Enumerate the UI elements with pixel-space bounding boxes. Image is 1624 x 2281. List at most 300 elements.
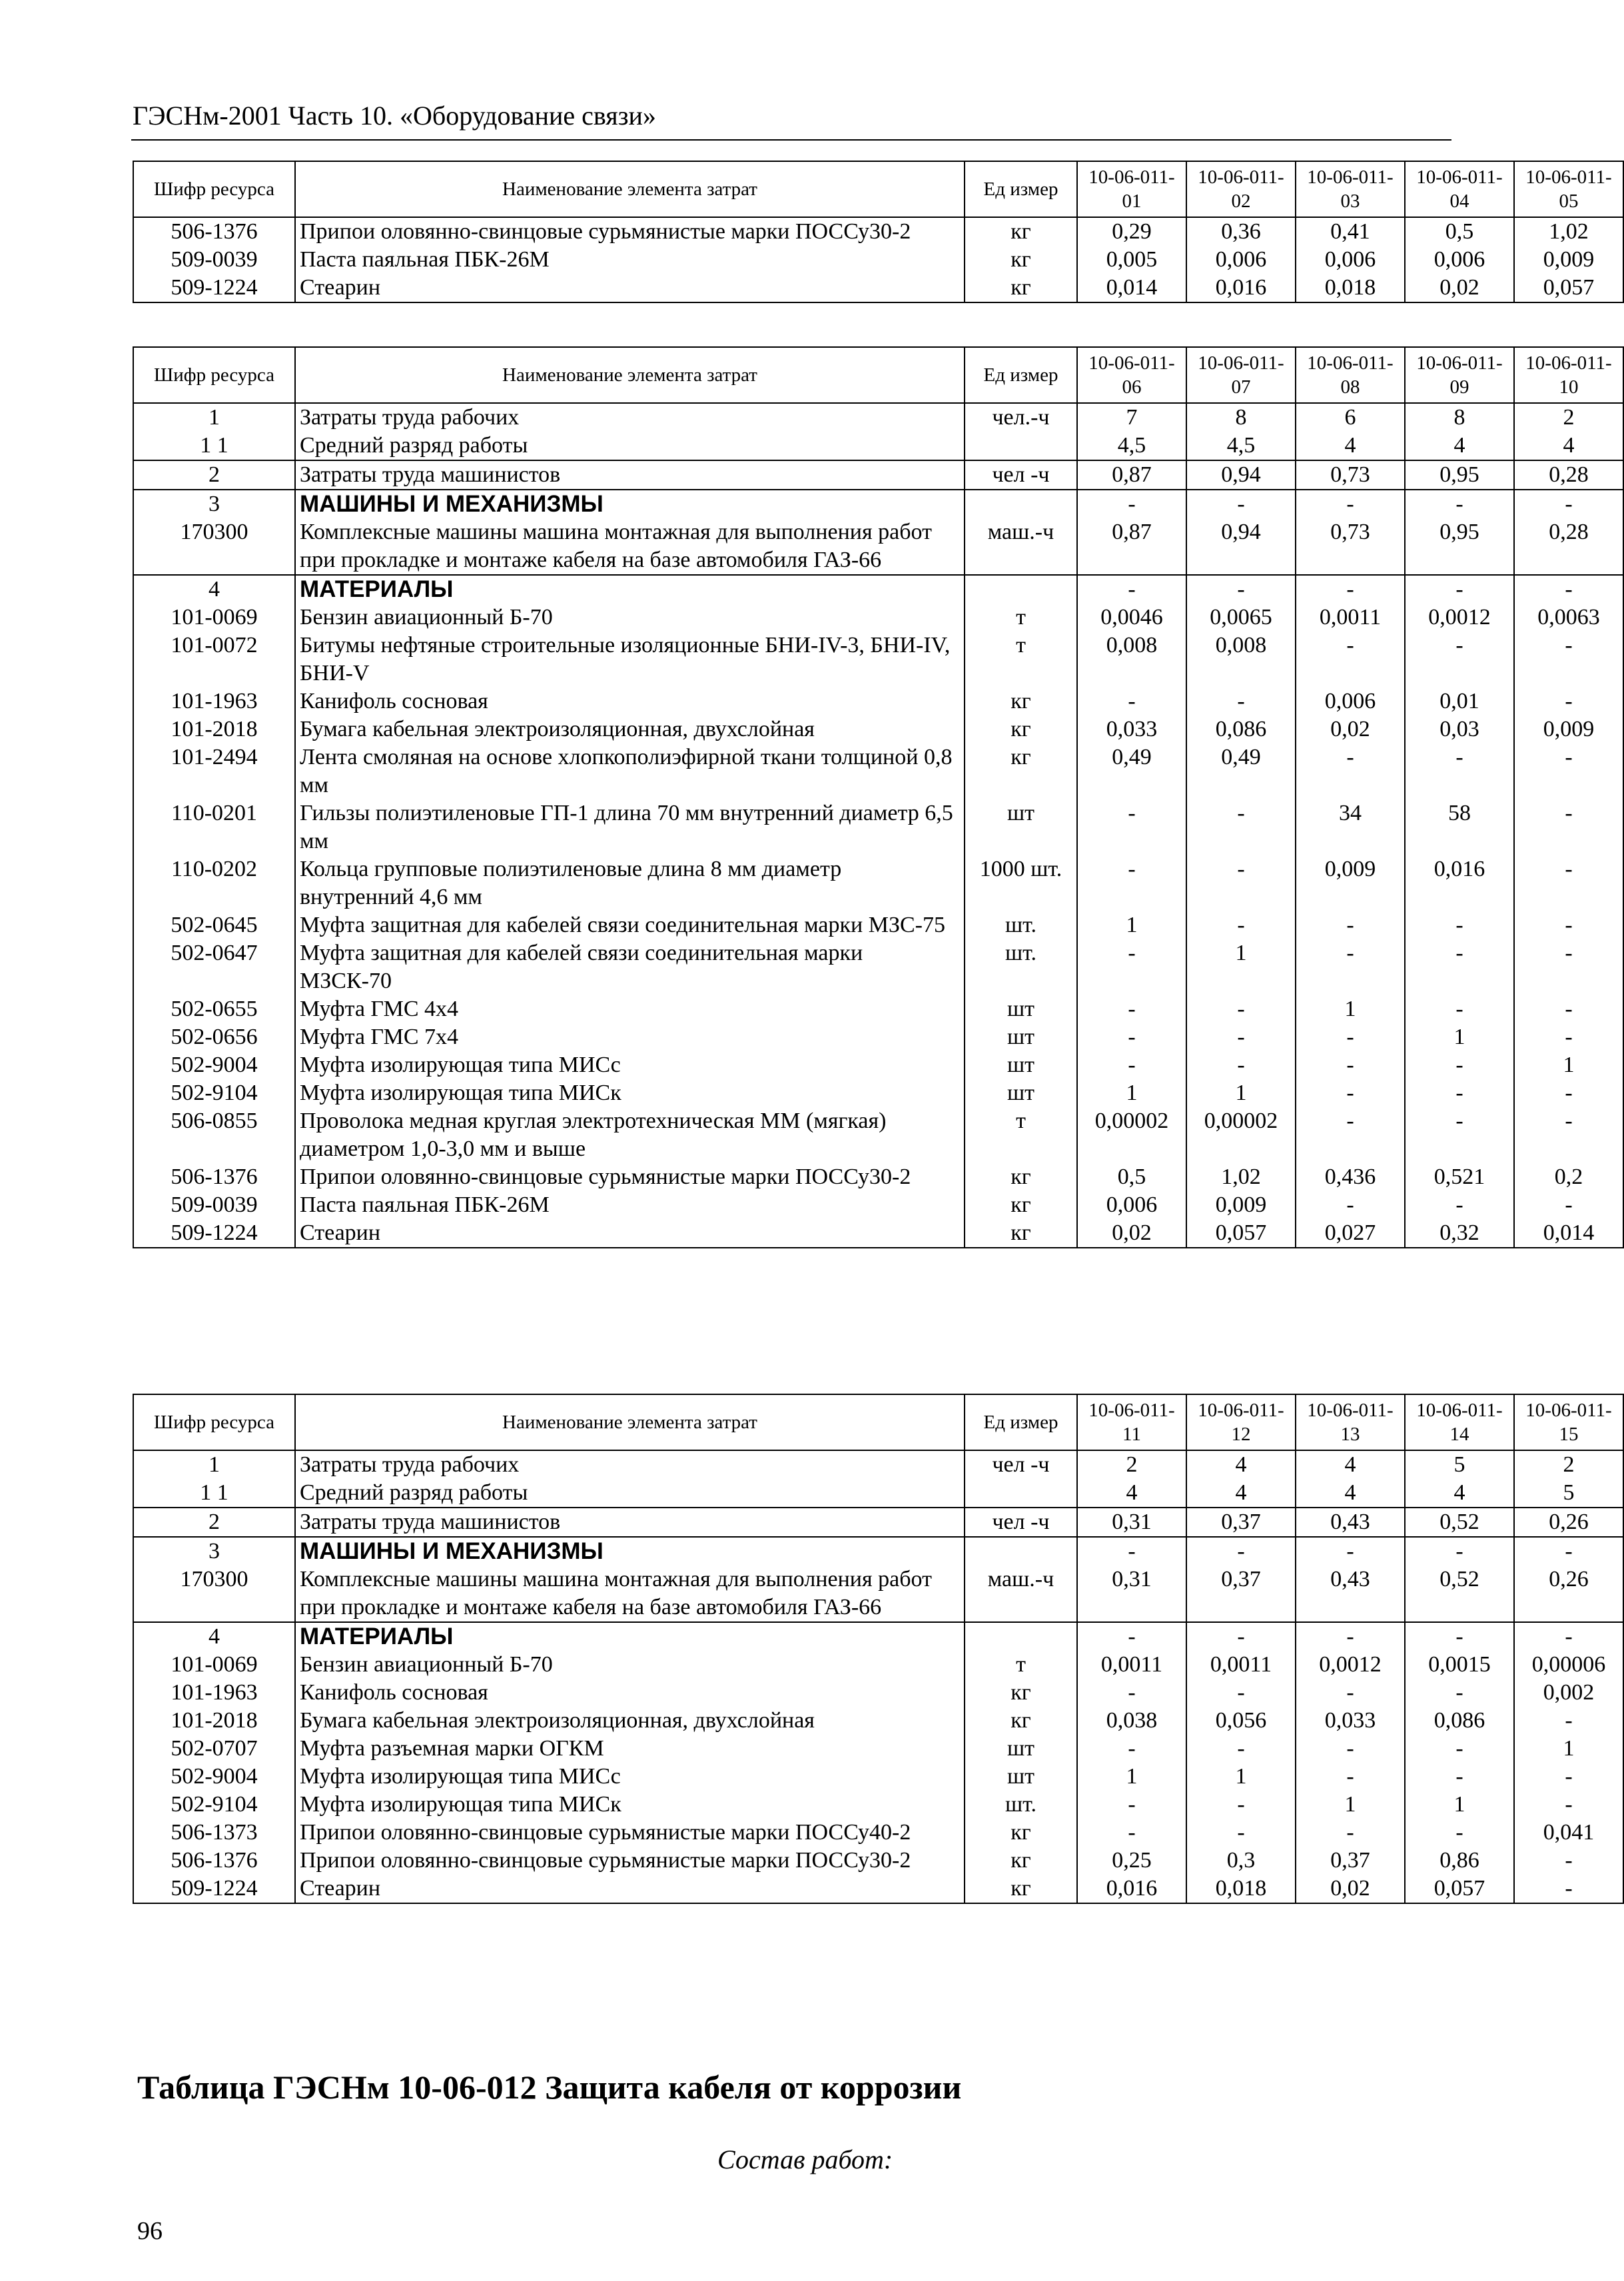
norm-value: - bbox=[1296, 1763, 1405, 1791]
norm-value: - bbox=[1514, 575, 1623, 604]
header-resource-code: Шифр ресурса bbox=[133, 347, 295, 403]
unit bbox=[965, 575, 1077, 604]
norm-value: - bbox=[1514, 1763, 1623, 1791]
norm-value: 1 bbox=[1405, 1023, 1514, 1051]
unit: шт bbox=[965, 1023, 1077, 1051]
section-subtitle: Состав работ: bbox=[717, 2144, 893, 2174]
resource-code: 502-0656 bbox=[133, 1023, 295, 1051]
norm-value: 0,26 bbox=[1514, 1508, 1623, 1537]
table-title: Таблица ГЭСНм 10-06-012 Защита кабеля от коррозии bbox=[137, 2068, 962, 2106]
header-norm-code: 10-06-011-05 bbox=[1514, 161, 1623, 217]
resource-code: 502-9104 bbox=[133, 1791, 295, 1819]
norm-value: 2 bbox=[1514, 403, 1623, 432]
norm-value: - bbox=[1077, 939, 1186, 995]
norm-value: 4 bbox=[1186, 1450, 1296, 1479]
resource-code: 502-9004 bbox=[133, 1051, 295, 1079]
resource-code: 3 bbox=[133, 490, 295, 518]
unit: кг bbox=[965, 1191, 1077, 1219]
cost-element-name: Затраты труда машинистов bbox=[295, 460, 965, 490]
page-header: ГЭСНм-2001 Часть 10. «Оборудование связи» bbox=[133, 101, 656, 131]
header-norm-code: 10-06-011-13 bbox=[1296, 1394, 1405, 1450]
norm-value: 0,016 bbox=[1405, 855, 1514, 911]
cost-element-name: Бензин авиационный Б-70 bbox=[295, 1651, 965, 1679]
table-row bbox=[133, 632, 1623, 687]
unit bbox=[965, 1479, 1077, 1508]
cost-element-name: Припои оловянно-свинцовые сурьмянистые марки ПОССу40-2 bbox=[295, 1819, 965, 1847]
resource-code: 506-1376 bbox=[133, 1847, 295, 1875]
header-rule bbox=[131, 139, 1451, 141]
table-row bbox=[133, 217, 1623, 246]
resource-code: 101-1963 bbox=[133, 1679, 295, 1707]
unit bbox=[965, 1622, 1077, 1651]
unit: шт bbox=[965, 995, 1077, 1023]
unit: кг bbox=[965, 687, 1077, 715]
cost-element-name: Муфта изолирующая типа МИСс bbox=[295, 1763, 965, 1791]
norm-value: 0,006 bbox=[1405, 246, 1514, 274]
norm-value: - bbox=[1514, 1079, 1623, 1107]
norm-value: 0,5 bbox=[1405, 217, 1514, 246]
norm-value: 0,87 bbox=[1077, 460, 1186, 490]
resource-code: 101-0069 bbox=[133, 604, 295, 632]
norm-value: - bbox=[1186, 1051, 1296, 1079]
norm-value: 7 bbox=[1077, 403, 1186, 432]
norm-value: - bbox=[1077, 995, 1186, 1023]
norm-value: 4 bbox=[1514, 432, 1623, 460]
norm-value: 5 bbox=[1405, 1450, 1514, 1479]
norm-value: - bbox=[1186, 995, 1296, 1023]
table-row bbox=[133, 1679, 1623, 1707]
resource-code: 101-0072 bbox=[133, 632, 295, 687]
norm-value: 4 bbox=[1405, 1479, 1514, 1508]
table-row bbox=[133, 1191, 1623, 1219]
header-cost-element-name: Наименование элемента затрат bbox=[295, 347, 965, 403]
table-row bbox=[133, 1707, 1623, 1735]
norm-value: 1 bbox=[1077, 1079, 1186, 1107]
cost-element-name: МАШИНЫ И МЕХАНИЗМЫ bbox=[295, 490, 965, 518]
norm-value: 0,005 bbox=[1077, 246, 1186, 274]
cost-element-name: МАТЕРИАЛЫ bbox=[295, 1622, 965, 1651]
norm-value: - bbox=[1405, 1763, 1514, 1791]
norm-value: 0,009 bbox=[1296, 855, 1405, 911]
norm-value: 0,49 bbox=[1077, 743, 1186, 799]
unit: шт bbox=[965, 1735, 1077, 1763]
cost-element-name: Муфта ГМС 4х4 bbox=[295, 995, 965, 1023]
table-row bbox=[133, 1537, 1623, 1566]
resource-code: 502-9104 bbox=[133, 1079, 295, 1107]
cost-element-name: Муфта защитная для кабелей связи соединительная марки МЗС-75 bbox=[295, 911, 965, 939]
norm-value: 0,0015 bbox=[1405, 1651, 1514, 1679]
cost-element-name: Муфта разъемная марки ОГКМ bbox=[295, 1735, 965, 1763]
norm-value: - bbox=[1514, 1791, 1623, 1819]
table-row bbox=[133, 1107, 1623, 1163]
unit: шт bbox=[965, 1079, 1077, 1107]
unit: маш.-ч bbox=[965, 1566, 1077, 1622]
unit: кг bbox=[965, 1163, 1077, 1191]
norm-value: - bbox=[1296, 1107, 1405, 1163]
resource-code: 502-0647 bbox=[133, 939, 295, 995]
norm-value: 0,41 bbox=[1296, 217, 1405, 246]
cost-element-name: Муфта изолирующая типа МИСс bbox=[295, 1051, 965, 1079]
resource-table-2 bbox=[133, 346, 1624, 1248]
table-row bbox=[133, 799, 1623, 855]
header-cost-element-name: Наименование элемента затрат bbox=[295, 1394, 965, 1450]
unit: кг bbox=[965, 217, 1077, 246]
table-header-row bbox=[133, 1394, 1623, 1450]
norm-value: - bbox=[1405, 995, 1514, 1023]
table-row bbox=[133, 911, 1623, 939]
norm-value: - bbox=[1077, 1622, 1186, 1651]
norm-value: 0,0011 bbox=[1296, 604, 1405, 632]
norm-value: 0,03 bbox=[1405, 715, 1514, 743]
resource-code: 502-9004 bbox=[133, 1763, 295, 1791]
norm-value: 2 bbox=[1514, 1450, 1623, 1479]
norm-value: 0,32 bbox=[1405, 1219, 1514, 1248]
resource-code: 509-0039 bbox=[133, 246, 295, 274]
unit: кг bbox=[965, 246, 1077, 274]
unit: шт. bbox=[965, 911, 1077, 939]
cost-element-name: Канифоль сосновая bbox=[295, 1679, 965, 1707]
unit: кг bbox=[965, 715, 1077, 743]
resource-code: 4 bbox=[133, 1622, 295, 1651]
norm-value: 0,29 bbox=[1077, 217, 1186, 246]
norm-value: 0,009 bbox=[1186, 1191, 1296, 1219]
resource-code: 3 bbox=[133, 1537, 295, 1566]
resource-code: 506-0855 bbox=[133, 1107, 295, 1163]
unit: кг bbox=[965, 1679, 1077, 1707]
cost-element-name: Затраты труда машинистов bbox=[295, 1508, 965, 1537]
table-row bbox=[133, 432, 1623, 460]
norm-value: - bbox=[1514, 799, 1623, 855]
table-row bbox=[133, 403, 1623, 432]
resource-code: 1 1 bbox=[133, 432, 295, 460]
unit bbox=[965, 1537, 1077, 1566]
norm-value: 0,009 bbox=[1514, 715, 1623, 743]
norm-value: 0,006 bbox=[1296, 687, 1405, 715]
norm-value: - bbox=[1405, 743, 1514, 799]
norm-value: - bbox=[1296, 1023, 1405, 1051]
norm-value: - bbox=[1077, 1051, 1186, 1079]
resource-code: 1 bbox=[133, 403, 295, 432]
header-norm-code: 10-06-011-09 bbox=[1405, 347, 1514, 403]
norm-value: 1 bbox=[1514, 1051, 1623, 1079]
unit: чел.-ч bbox=[965, 403, 1077, 432]
unit bbox=[965, 490, 1077, 518]
norm-value: - bbox=[1186, 1023, 1296, 1051]
norm-value: 0,009 bbox=[1514, 246, 1623, 274]
header-norm-code: 10-06-011-04 bbox=[1405, 161, 1514, 217]
norm-value: - bbox=[1186, 911, 1296, 939]
unit: кг bbox=[965, 1847, 1077, 1875]
norm-value: - bbox=[1186, 855, 1296, 911]
norm-value: - bbox=[1296, 632, 1405, 687]
norm-value: 0,37 bbox=[1186, 1566, 1296, 1622]
table-row bbox=[133, 1163, 1623, 1191]
norm-value: - bbox=[1514, 1107, 1623, 1163]
norm-value: - bbox=[1077, 1819, 1186, 1847]
resource-code: 502-0655 bbox=[133, 995, 295, 1023]
norm-value: 0,016 bbox=[1186, 274, 1296, 302]
norm-value: 0,436 bbox=[1296, 1163, 1405, 1191]
cost-element-name: Гильзы полиэтиленовые ГП-1 длина 70 мм внутренний диаметр 6,5 мм bbox=[295, 799, 965, 855]
header-unit: Ед измер bbox=[965, 347, 1077, 403]
table-row bbox=[133, 1508, 1623, 1537]
norm-value: - bbox=[1077, 687, 1186, 715]
cost-element-name: Припои оловянно-свинцовые сурьмянистые марки ПОССу30-2 bbox=[295, 217, 965, 246]
cost-element-name: Припои оловянно-свинцовые сурьмянистые марки ПОССу30-2 bbox=[295, 1163, 965, 1191]
header-norm-code: 10-06-011-14 bbox=[1405, 1394, 1514, 1450]
norm-value: 8 bbox=[1405, 403, 1514, 432]
cost-element-name: Муфта изолирующая типа МИСк bbox=[295, 1079, 965, 1107]
norm-value: 0,008 bbox=[1186, 632, 1296, 687]
table-row bbox=[133, 1450, 1623, 1479]
norm-value: - bbox=[1296, 939, 1405, 995]
table-row bbox=[133, 490, 1623, 518]
norm-value: 0,52 bbox=[1405, 1566, 1514, 1622]
cost-element-name: Кольца групповые полиэтиленовые длина 8 мм диаметр внутренний 4,6 мм bbox=[295, 855, 965, 911]
norm-value: 0,31 bbox=[1077, 1566, 1186, 1622]
norm-value: - bbox=[1514, 490, 1623, 518]
norm-value: 0,00006 bbox=[1514, 1651, 1623, 1679]
norm-value: 0,014 bbox=[1077, 274, 1186, 302]
norm-value: 0,01 bbox=[1405, 687, 1514, 715]
resource-code: 2 bbox=[133, 460, 295, 490]
norm-value: - bbox=[1405, 632, 1514, 687]
header-norm-code: 10-06-011-07 bbox=[1186, 347, 1296, 403]
norm-value: - bbox=[1296, 1679, 1405, 1707]
norm-value: 0,02 bbox=[1296, 715, 1405, 743]
norm-value: 0,0012 bbox=[1405, 604, 1514, 632]
resource-code: 101-2018 bbox=[133, 1707, 295, 1735]
cost-element-name: МАШИНЫ И МЕХАНИЗМЫ bbox=[295, 1537, 965, 1566]
norm-value: - bbox=[1296, 1622, 1405, 1651]
table-row bbox=[133, 1051, 1623, 1079]
cost-element-name: Комплексные машины машина монтажная для выполнения работ при прокладке и монтаже кабеля на базе автомобиля ГАЗ-66 bbox=[295, 1566, 965, 1622]
norm-value: - bbox=[1405, 911, 1514, 939]
norm-value: - bbox=[1514, 687, 1623, 715]
table-row bbox=[133, 1479, 1623, 1508]
norm-value: 0,086 bbox=[1405, 1707, 1514, 1735]
norm-value: 0,006 bbox=[1296, 246, 1405, 274]
norm-value: 1 bbox=[1186, 1763, 1296, 1791]
unit: т bbox=[965, 632, 1077, 687]
norm-value: 4,5 bbox=[1077, 432, 1186, 460]
norm-value: 1 bbox=[1077, 911, 1186, 939]
norm-value: - bbox=[1514, 1847, 1623, 1875]
norm-value: 0,73 bbox=[1296, 460, 1405, 490]
norm-value: 4 bbox=[1296, 1479, 1405, 1508]
norm-value: 1,02 bbox=[1186, 1163, 1296, 1191]
norm-value: 1 bbox=[1514, 1735, 1623, 1763]
norm-value: 0,018 bbox=[1186, 1875, 1296, 1903]
norm-value: - bbox=[1077, 1679, 1186, 1707]
norm-value: 1,02 bbox=[1514, 217, 1623, 246]
norm-value: - bbox=[1186, 1735, 1296, 1763]
header-norm-code: 10-06-011-15 bbox=[1514, 1394, 1623, 1450]
cost-element-name: Муфта ГМС 7х4 bbox=[295, 1023, 965, 1051]
norm-value: - bbox=[1077, 855, 1186, 911]
resource-code: 502-0645 bbox=[133, 911, 295, 939]
norm-value: - bbox=[1405, 490, 1514, 518]
norm-value: 0,43 bbox=[1296, 1508, 1405, 1537]
norm-value: - bbox=[1405, 1679, 1514, 1707]
norm-value: 0,033 bbox=[1296, 1707, 1405, 1735]
cost-element-name: Битумы нефтяные строительные изоляционные БНИ-IV-3, БНИ-IV, БНИ-V bbox=[295, 632, 965, 687]
header-unit: Ед измер bbox=[965, 1394, 1077, 1450]
resource-code: 4 bbox=[133, 575, 295, 604]
norm-value: - bbox=[1514, 1537, 1623, 1566]
header-norm-code: 10-06-011-02 bbox=[1186, 161, 1296, 217]
norm-value: - bbox=[1405, 1537, 1514, 1566]
norm-value: - bbox=[1514, 1875, 1623, 1903]
resource-code: 502-0707 bbox=[133, 1735, 295, 1763]
table-header-row bbox=[133, 161, 1623, 217]
table-row bbox=[133, 1875, 1623, 1903]
resource-code: 509-0039 bbox=[133, 1191, 295, 1219]
norm-value: - bbox=[1186, 1819, 1296, 1847]
norm-value: 0,018 bbox=[1296, 274, 1405, 302]
unit: шт bbox=[965, 1763, 1077, 1791]
norm-value: - bbox=[1514, 1707, 1623, 1735]
norm-value: - bbox=[1405, 939, 1514, 995]
norm-value: 4,5 bbox=[1186, 432, 1296, 460]
norm-value: 0,31 bbox=[1077, 1508, 1186, 1537]
norm-value: 0,008 bbox=[1077, 632, 1186, 687]
resource-code: 2 bbox=[133, 1508, 295, 1537]
norm-value: - bbox=[1514, 939, 1623, 995]
norm-value: - bbox=[1296, 743, 1405, 799]
header-resource-code: Шифр ресурса bbox=[133, 1394, 295, 1450]
resource-code: 506-1376 bbox=[133, 217, 295, 246]
header-norm-code: 10-06-011-10 bbox=[1514, 347, 1623, 403]
cost-element-name: МАТЕРИАЛЫ bbox=[295, 575, 965, 604]
table-row bbox=[133, 715, 1623, 743]
norm-value: - bbox=[1077, 1735, 1186, 1763]
unit: шт. bbox=[965, 1791, 1077, 1819]
unit: т bbox=[965, 604, 1077, 632]
norm-value: 0,057 bbox=[1405, 1875, 1514, 1903]
norm-value: 5 bbox=[1514, 1479, 1623, 1508]
norm-value: - bbox=[1405, 575, 1514, 604]
table-row bbox=[133, 743, 1623, 799]
norm-value: 0,02 bbox=[1296, 1875, 1405, 1903]
norm-value: 6 bbox=[1296, 403, 1405, 432]
unit: шт. bbox=[965, 939, 1077, 995]
norm-value: 0,94 bbox=[1186, 460, 1296, 490]
norm-value: - bbox=[1077, 1023, 1186, 1051]
unit bbox=[965, 432, 1077, 460]
cost-element-name: Проволока медная круглая электротехническая ММ (мягкая) диаметром 1,0-3,0 мм и выше bbox=[295, 1107, 965, 1163]
norm-value: 0,057 bbox=[1514, 274, 1623, 302]
norm-value: - bbox=[1514, 632, 1623, 687]
norm-value: - bbox=[1186, 799, 1296, 855]
norm-value: 0,28 bbox=[1514, 460, 1623, 490]
norm-value: - bbox=[1077, 490, 1186, 518]
norm-value: - bbox=[1296, 1191, 1405, 1219]
resource-code: 101-1963 bbox=[133, 687, 295, 715]
table-row bbox=[133, 855, 1623, 911]
cost-element-name: Стеарин bbox=[295, 274, 965, 302]
cost-element-name: Бензин авиационный Б-70 bbox=[295, 604, 965, 632]
resource-table-3 bbox=[133, 1394, 1624, 1904]
unit: кг bbox=[965, 274, 1077, 302]
unit: кг bbox=[965, 1819, 1077, 1847]
table-row bbox=[133, 1819, 1623, 1847]
resource-code: 509-1224 bbox=[133, 274, 295, 302]
norm-value: 0,95 bbox=[1405, 518, 1514, 575]
norm-value: - bbox=[1405, 1079, 1514, 1107]
norm-value: 0,37 bbox=[1296, 1847, 1405, 1875]
resource-code: 101-2494 bbox=[133, 743, 295, 799]
table-row bbox=[133, 1735, 1623, 1763]
norm-value: 0,0063 bbox=[1514, 604, 1623, 632]
norm-value: 4 bbox=[1405, 432, 1514, 460]
header-norm-code: 10-06-011-01 bbox=[1077, 161, 1186, 217]
resource-code: 110-0202 bbox=[133, 855, 295, 911]
norm-value: - bbox=[1405, 1191, 1514, 1219]
resource-code: 101-2018 bbox=[133, 715, 295, 743]
norm-value: 4 bbox=[1077, 1479, 1186, 1508]
norm-value: 0,016 bbox=[1077, 1875, 1186, 1903]
norm-value: 0,3 bbox=[1186, 1847, 1296, 1875]
norm-value: 0,002 bbox=[1514, 1679, 1623, 1707]
cost-element-name: Муфта изолирующая типа МИСк bbox=[295, 1791, 965, 1819]
table-row bbox=[133, 1791, 1623, 1819]
norm-value: 0,006 bbox=[1077, 1191, 1186, 1219]
norm-value: - bbox=[1296, 1735, 1405, 1763]
norm-value: - bbox=[1077, 575, 1186, 604]
norm-value: 0,00002 bbox=[1186, 1107, 1296, 1163]
cost-element-name: Средний разряд работы bbox=[295, 1479, 965, 1508]
table-row bbox=[133, 604, 1623, 632]
table-row bbox=[133, 1566, 1623, 1622]
unit: 1000 шт. bbox=[965, 855, 1077, 911]
resource-code: 506-1376 bbox=[133, 1163, 295, 1191]
table-row bbox=[133, 1847, 1623, 1875]
norm-value: 1 bbox=[1296, 1791, 1405, 1819]
norm-value: 0,86 bbox=[1405, 1847, 1514, 1875]
norm-value: 0,28 bbox=[1514, 518, 1623, 575]
table-row bbox=[133, 460, 1623, 490]
norm-value: 0,027 bbox=[1296, 1219, 1405, 1248]
norm-value: 0,52 bbox=[1405, 1508, 1514, 1537]
norm-value: 58 bbox=[1405, 799, 1514, 855]
norm-value: - bbox=[1077, 1537, 1186, 1566]
header-cost-element-name: Наименование элемента затрат bbox=[295, 161, 965, 217]
norm-value: - bbox=[1186, 1791, 1296, 1819]
norm-value: - bbox=[1296, 1537, 1405, 1566]
norm-value: 0,94 bbox=[1186, 518, 1296, 575]
table-row bbox=[133, 995, 1623, 1023]
unit: т bbox=[965, 1107, 1077, 1163]
norm-value: 4 bbox=[1186, 1479, 1296, 1508]
resource-code: 170300 bbox=[133, 1566, 295, 1622]
norm-value: 1 bbox=[1296, 995, 1405, 1023]
norm-value: - bbox=[1514, 855, 1623, 911]
norm-value: 0,95 bbox=[1405, 460, 1514, 490]
norm-value: - bbox=[1296, 1079, 1405, 1107]
unit: чел -ч bbox=[965, 460, 1077, 490]
cost-element-name: Паста паяльная ПБК-26М bbox=[295, 1191, 965, 1219]
table-row bbox=[133, 518, 1623, 575]
norm-value: 0,0012 bbox=[1296, 1651, 1405, 1679]
norm-value: - bbox=[1514, 911, 1623, 939]
table-row bbox=[133, 274, 1623, 302]
norm-value: - bbox=[1514, 743, 1623, 799]
resource-code: 506-1373 bbox=[133, 1819, 295, 1847]
resource-code: 509-1224 bbox=[133, 1875, 295, 1903]
norm-value: - bbox=[1296, 1051, 1405, 1079]
unit: шт bbox=[965, 1051, 1077, 1079]
